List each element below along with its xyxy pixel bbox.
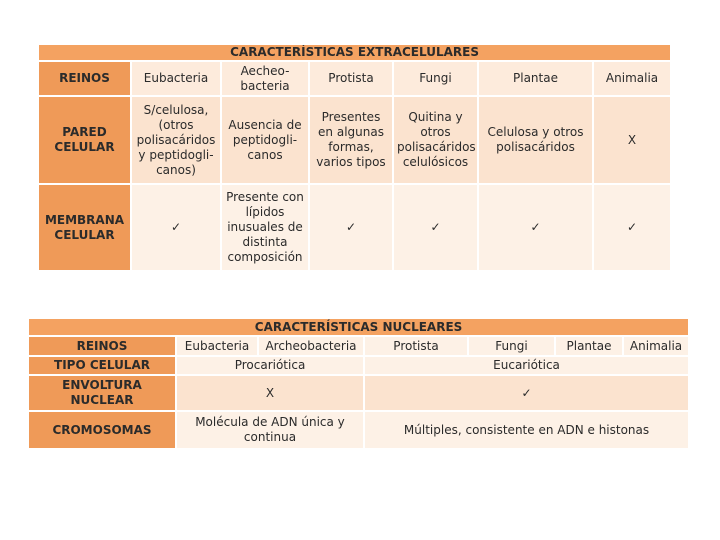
kingdom-header: Protista [364,336,468,356]
check-icon: ✓ [131,184,221,271]
check-icon: ✓ [309,184,393,271]
kingdom-header: Archeobacteria [258,336,364,356]
row-header-reinos: REINOS [28,336,176,356]
row-header-envoltura: ENVOLTURA NUCLEAR [28,375,176,411]
row-header-reinos: REINOS [38,61,131,96]
pared-cell: X [593,96,671,184]
check-icon: ✓ [478,184,593,271]
tipo-cell: Procariótica [176,356,364,375]
kingdom-header: Plantae [555,336,623,356]
kingdom-header: Fungi [468,336,555,356]
row-header-pared: PARED CELULAR [38,96,131,184]
pared-cell: Quitina y otros polisacáridos celulósicos [393,96,478,184]
pared-cell: Celulosa y otros polisacáridos [478,96,593,184]
row-header-membrana: MEMBRANA CELULAR [38,184,131,271]
kingdom-header: Protista [309,61,393,96]
tipo-cell: Eucariótica [364,356,689,375]
kingdom-header: Plantae [478,61,593,96]
check-icon: ✓ [364,375,689,411]
pared-cell: S/celulosa, (otros polisacáridos y peptidogli-canos) [131,96,221,184]
cromosomas-cell: Múltiples, consistente en ADN e histonas [364,411,689,449]
row-header-tipo: TIPO CELULAR [28,356,176,375]
extracellular-title: CARACTERÍSTICAS EXTRACELULARES [38,44,671,61]
kingdom-header: Animalia [593,61,671,96]
kingdom-header: Aecheo-bacteria [221,61,309,96]
pared-cell: Ausencia de peptidogli-canos [221,96,309,184]
nuclear-table [27,317,690,450]
nuclear-title: CARACTERÍSTICAS NUCLEARES [28,318,689,336]
cromosomas-cell: Molécula de ADN única y continua [176,411,364,449]
pared-cell: Presentes en algunas formas, varios tipos [309,96,393,184]
envoltura-cell: X [176,375,364,411]
check-icon: ✓ [593,184,671,271]
kingdom-header: Fungi [393,61,478,96]
row-header-cromosomas: CROMOSOMAS [28,411,176,449]
check-icon: ✓ [393,184,478,271]
kingdom-header: Eubacteria [131,61,221,96]
extracellular-table [37,43,672,272]
kingdom-header: Animalia [623,336,689,356]
kingdom-header: Eubacteria [176,336,258,356]
membrana-cell: Presente con lípidos inusuales de distinta composición [221,184,309,271]
